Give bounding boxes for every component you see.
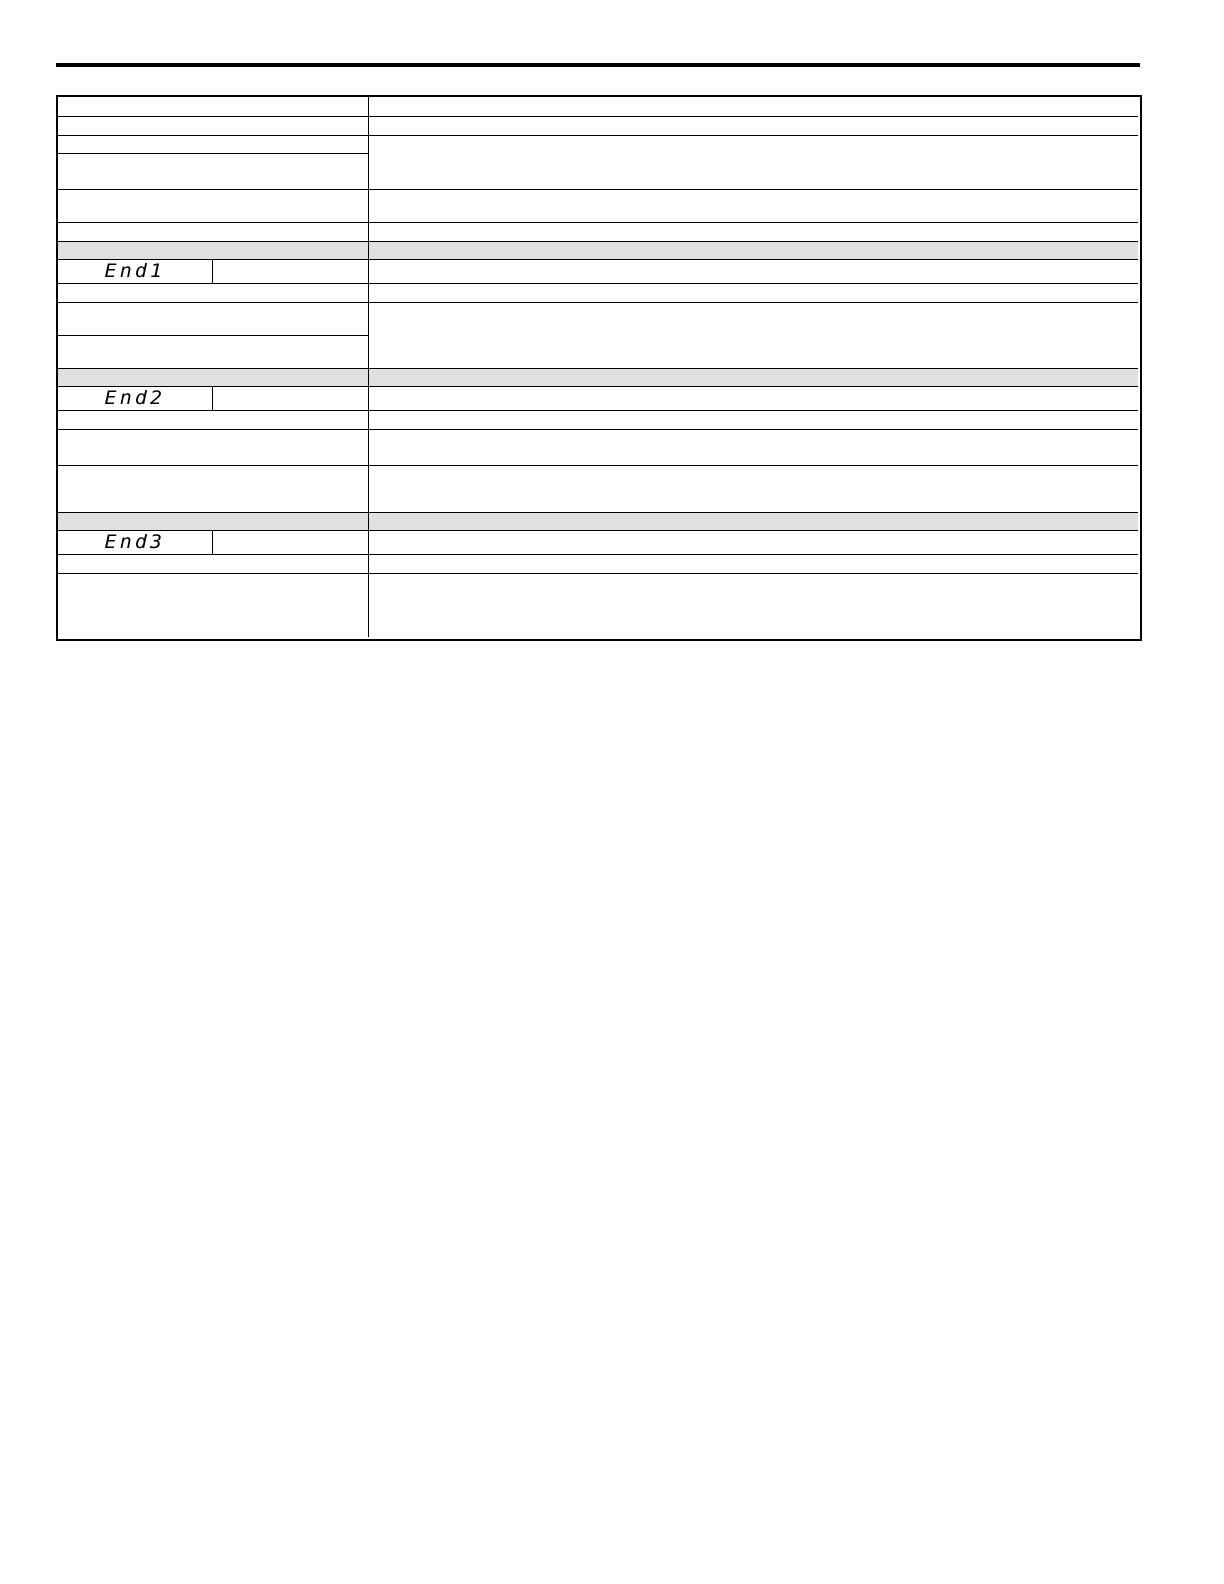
code-cell-divider xyxy=(212,260,213,284)
row-divider xyxy=(58,530,1138,531)
row-divider xyxy=(58,386,1138,387)
row-divider xyxy=(58,283,1138,284)
alarm-code-cell xyxy=(58,387,212,409)
header-rule xyxy=(56,63,1140,67)
row-divider xyxy=(58,259,1138,260)
alarm-code-end1: End1 xyxy=(104,260,166,282)
code-cell-divider xyxy=(212,387,213,411)
row-divider xyxy=(58,189,1138,190)
section-header-row xyxy=(58,513,1138,530)
section-header-row xyxy=(58,242,1138,259)
section-header-row xyxy=(58,369,1138,386)
row-divider xyxy=(58,429,1138,430)
alarm-code-end2: End2 xyxy=(104,387,166,409)
row-divider xyxy=(58,512,1138,513)
row-divider xyxy=(58,116,1138,117)
row-divider xyxy=(58,465,1138,466)
row-divider xyxy=(58,241,1138,242)
code-cell-divider xyxy=(212,531,213,555)
left-cell-divider xyxy=(58,335,368,336)
alarm-code-end3: End3 xyxy=(104,531,166,553)
row-divider xyxy=(58,410,1138,411)
row-divider xyxy=(58,368,1138,369)
row-divider xyxy=(58,135,1138,136)
left-cell-divider xyxy=(58,153,368,154)
row-divider xyxy=(58,302,1138,303)
row-divider xyxy=(58,554,1138,555)
row-divider xyxy=(58,222,1138,223)
row-divider xyxy=(58,573,1138,574)
alarm-code-cell xyxy=(58,260,212,282)
alarm-code-cell xyxy=(58,531,212,553)
column-divider xyxy=(368,97,369,637)
